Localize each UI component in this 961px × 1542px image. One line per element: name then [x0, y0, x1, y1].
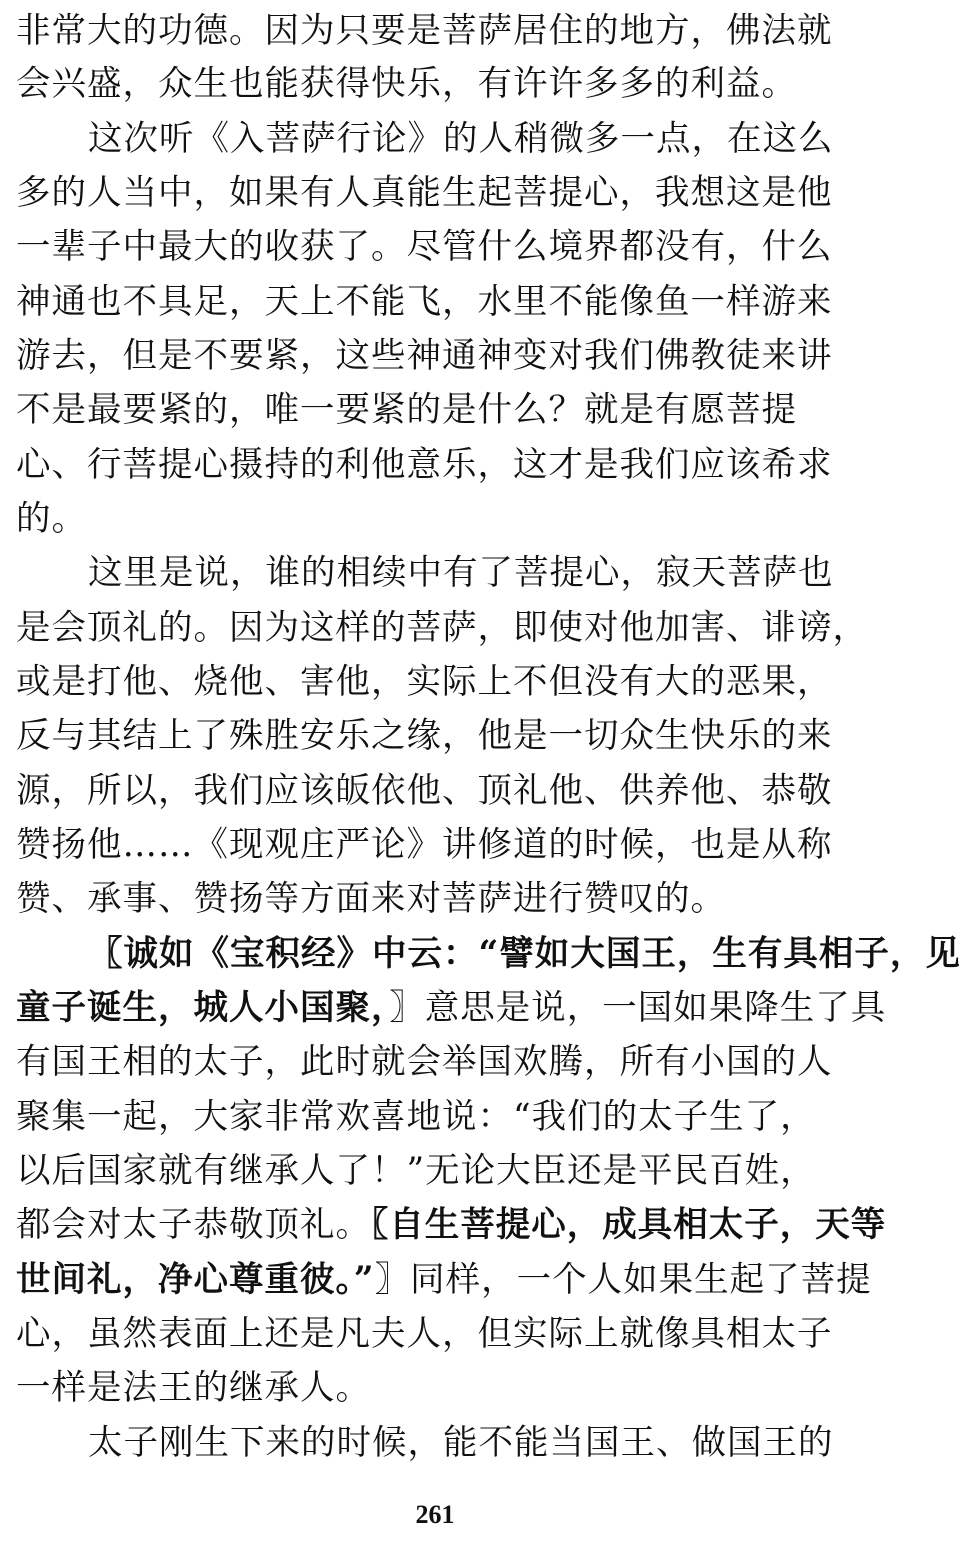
text-line: 的。 [16, 499, 87, 539]
text-line: 反与其结上了殊胜安乐之缘，他是一切众生快乐的来 [16, 716, 833, 756]
text-line: 一辈子中最大的收获了。尽管什么境界都没有，什么 [16, 227, 833, 267]
text-line: 心，虽然表面上还是凡夫人，但实际上就像具相太子 [16, 1314, 833, 1354]
text-line: 有国王相的太子，此时就会举国欢腾，所有小国的人 [16, 1042, 833, 1082]
text-line: 心、行菩提心摄持的利他意乐，这才是我们应该希求 [16, 445, 833, 485]
text-line: 都会对太子恭敬顶礼。〖自生菩提心，成具相太子，天等 [16, 1205, 887, 1245]
text-line: 多的人当中，如果有人真能生起菩提心，我想这是他 [16, 173, 833, 213]
paragraph-start-line: 这里是说，谁的相续中有了菩提心，寂天菩萨也 [88, 553, 834, 593]
text-line: 赞、承事、赞扬等方面来对菩萨进行赞叹的。 [16, 879, 726, 919]
text-line: 聚集一起，大家非常欢喜地说：“我们的太子生了， [16, 1097, 816, 1137]
text-line: 不是最要紧的，唯一要紧的是什么？就是有愿菩提 [16, 390, 797, 430]
text-line: 一样是法王的继承人。 [16, 1368, 371, 1408]
sutra-quote: 童子诞生，城人小国聚， [16, 988, 390, 1028]
text-line: 游去，但是不要紧，这些神通神变对我们佛教徒来讲 [16, 336, 833, 376]
text-line: 以后国家就有继承人了！”无论大臣还是平民百姓， [16, 1151, 816, 1191]
text-line: 会兴盛，众生也能获得快乐，有许许多多的利益。 [16, 64, 797, 104]
text-line: 源，所以，我们应该皈依他、顶礼他、供养他、恭敬 [16, 771, 833, 811]
text-line: 是会顶礼的。因为这样的菩萨，即使对他加害、诽谤， [16, 608, 868, 648]
paragraph-start-line: 太子刚生下来的时候，能不能当国王、做国王的 [88, 1423, 834, 1463]
sutra-quote: 〖自生菩提心，成具相太子，天等 [371, 1205, 887, 1245]
text-line: 神通也不具足，天上不能飞，水里不能像鱼一样游来 [16, 282, 833, 322]
sutra-quote: 〖诚如《宝积经》中云：“譬如大国王，生有具相子，见 [88, 934, 961, 974]
sutra-quote: 世间礼，净心尊重彼。” [16, 1260, 375, 1300]
text-line: 或是打他、烧他、害他，实际上不但没有大的恶果， [16, 662, 833, 702]
text-line: 世间礼，净心尊重彼。”〗同样，一个人如果生起了菩提 [16, 1260, 872, 1300]
quote-line [16, 927, 961, 981]
text-line: 赞扬他……《现观庄严论》讲修道的时候，也是从称 [16, 825, 833, 865]
text-line: 非常大的功德。因为只要是菩萨居住的地方，佛法就 [16, 11, 833, 51]
text-line: 童子诞生，城人小国聚，〗意思是说，一国如果降生了具 [16, 988, 887, 1028]
paragraph-start-line: 这次听《入菩萨行论》的人稍微多一点，在这么 [88, 119, 834, 159]
page-number: 261 [415, 1500, 455, 1529]
